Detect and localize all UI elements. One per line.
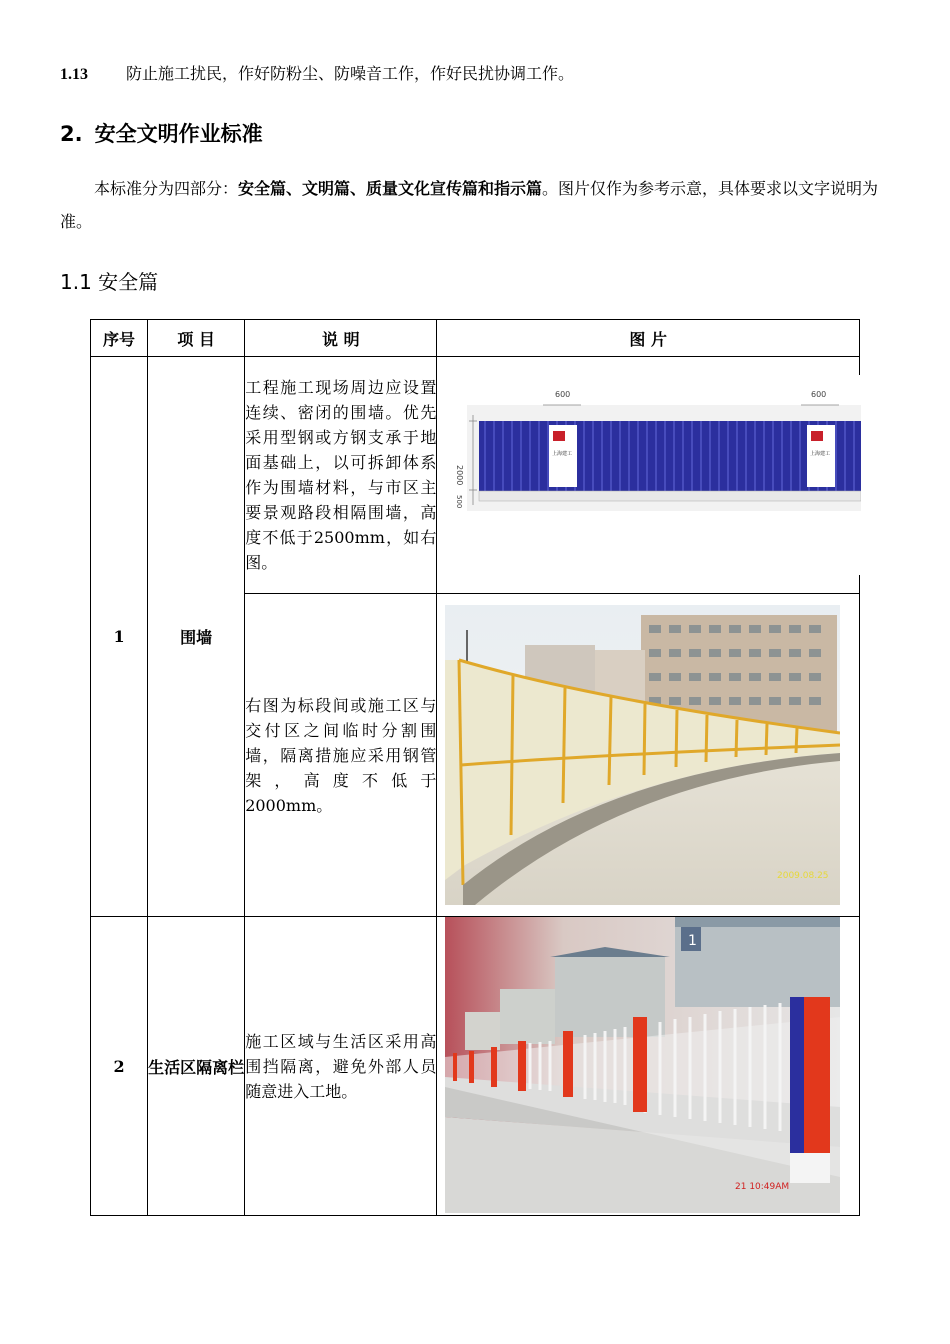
row-2-desc: 施工区域与生活区采用高围挡隔离，避免外部人员随意进入工地。 — [245, 917, 437, 1216]
intro-tail: 。图片仅作为参考示意，具体要求以文字说明为准。 — [60, 179, 879, 231]
logo-text-2: 上海建工 — [810, 451, 831, 457]
logo-text-1: 上海建工 — [552, 451, 573, 457]
row-2-item: 生活区隔离栏 — [148, 917, 245, 1216]
intro-lead: 本标准分为四部分： — [94, 179, 239, 198]
dim-label-2: 600 — [811, 390, 827, 399]
photo-time-stamp: 21 10:49AM — [735, 1182, 790, 1192]
row-2-no: 2 — [91, 917, 148, 1216]
temporary-fence-photo — [445, 605, 840, 905]
row-1-no: 1 — [91, 357, 148, 917]
building-number-sign: 1 — [688, 933, 698, 949]
row-2-picture — [437, 917, 860, 1216]
header-desc: 说 明 — [245, 320, 437, 357]
header-item: 项 目 — [148, 320, 245, 357]
heading-2-number: 2. — [60, 122, 83, 146]
photo-date-stamp: 2009.08.25 — [777, 871, 829, 881]
dim-base: 500 — [455, 495, 464, 509]
dim-label-1: 600 — [555, 390, 571, 399]
section-1-13 — [60, 62, 574, 87]
row-1-desc-b: 右图为标段间或施工区与交付区之间临时分割围墙，隔离措施应采用钢管架，高度不低于2000mm。 — [245, 594, 437, 917]
heading-2 — [60, 118, 263, 148]
table-row — [91, 357, 860, 594]
table-row — [91, 917, 860, 1216]
row-1-desc-a: 工程施工现场周边应设置连续、密闭的围墙。优先采用型钢或方钢支承于地面基础上，以可拆卸体系作为围墙材料，与市区主要景观路段相隔围墙，高度不低于2500mm，如右图。 — [245, 357, 437, 594]
row-1-item: 围墙 — [148, 357, 245, 917]
intro-paragraph — [60, 172, 892, 238]
safety-table — [90, 319, 860, 1216]
intro-bold: 安全篇、文明篇、质量文化宣传篇和指示篇 — [238, 179, 543, 198]
heading-1-1: 1.1 安全篇 — [60, 270, 159, 294]
header-picture: 图 片 — [437, 320, 860, 357]
row-1-picture-b — [437, 594, 860, 917]
living-area-fence-photo — [445, 917, 840, 1213]
section-number: 1.13 — [60, 66, 88, 83]
dim-height: 2000 — [455, 465, 465, 486]
header-no: 序号 — [91, 320, 148, 357]
row-1-picture-a — [437, 357, 860, 594]
section-text: 防止施工扰民，作好防粉尘、防噪音工作，作好民扰协调工作。 — [126, 64, 575, 83]
table-header-row — [91, 320, 860, 357]
fence-drawing-image — [445, 375, 861, 575]
heading-2-text: 安全文明作业标准 — [94, 122, 263, 146]
